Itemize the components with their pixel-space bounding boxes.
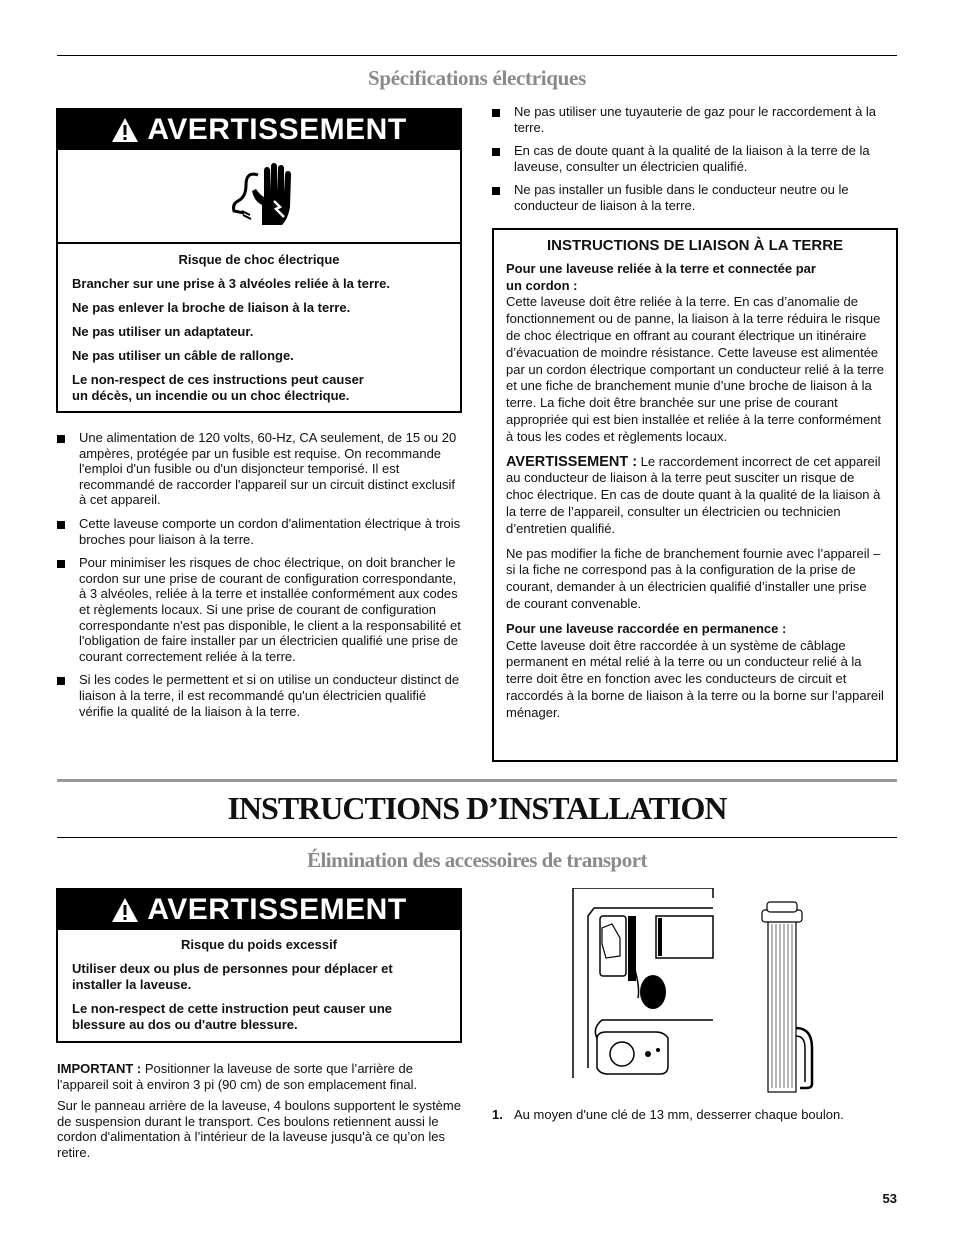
grounding-permanent-heading: Pour une laveuse raccordée en permanence : <box>506 620 787 636</box>
list-item: En cas de doute quant à la qualité de la liaison à la terre de la laveuse, consulter un électricien qualifié. <box>492 143 897 174</box>
warning-header <box>58 890 460 930</box>
list-item: Une alimentation de 120 volts, 60-Hz, CA seulement, de 15 ou 20 ampères, protégée par un fusible est requise. On recommande l'emploi d'un fusible ou d'un disjoncteur temporisé. Il est recommandé de raccorder l'appareil sur un circuit distinct exclusif à cet appareil. <box>57 430 462 508</box>
warning-triangle-icon <box>111 897 139 923</box>
warning-box-weight <box>56 888 462 1043</box>
section-title-transport: Élimination des accessoires de transport <box>306 848 648 872</box>
grounding-permanent-text: Cette laveuse doit être raccordée à un système de câblage permanent en métal relié à la terre ou un conducteur relié à la terre doit être en fonction avec les conducteurs de circuit et raccordés à la borne de liaison à la terre ou la borne sur l’appareil ménager. <box>506 637 884 720</box>
grounding-instructions-box <box>492 228 898 762</box>
left-bullet-list <box>57 430 462 727</box>
warning-header-label: AVERTISSEMENT <box>147 893 407 926</box>
grounding-warning-text: Le raccordement incorrect de cet appareil au conducteur de liaison à la terre peut susciter un risque de choc électrique. En cas de doute quant à la qualité de la liaison à la terre de l’appareil, consulter un électricien ou technicien d’entretien qualifié. <box>506 453 881 536</box>
warning-triangle-icon <box>111 117 139 143</box>
list-item: Ne pas installer un fusible dans le conducteur neutre ou le conducteur de liaison à la terre. <box>492 182 897 213</box>
grounding-modify-text: Ne pas modifier la fiche de branchement fournie avec l’appareil – si la fiche ne correspond pas à la configuration de la prise de courant, demander à un électricien qualifié d’installer une prise de courant convenable. <box>506 545 881 611</box>
section-title-electrical: Spécifications électriques <box>368 66 586 90</box>
page-number: 53 <box>882 1191 897 1206</box>
important-paragraph: IMPORTANT : Positionner la laveuse de sorte que l’arrière de l'appareil soit à environ 3 pi (90 cm) de son emplacement final. <box>57 1061 418 1092</box>
warning-line: Ne pas enlever la broche de liaison à la terre. <box>72 300 351 315</box>
rear-panel-paragraph: Sur le panneau arrière de la laveuse, 4 boulons supportent le système de suspension durant le transport. Ces boulons retiennent aussi le cordon d'alimentation à l’intérieur de la laveuse jusqu'à ce qu’on les retire. <box>57 1098 461 1160</box>
warning-consequence: Le non-respect de cette instruction peut causer une blessure au dos ou d'autre blessure. <box>72 1001 393 1032</box>
step-number: 1. <box>492 1107 503 1122</box>
step-1 <box>492 1107 897 1123</box>
list-item: Si les codes le permettent et si on utilise un conducteur distinct de liaison à la terre, il est recommandé qu'un électricien qualifié vérifie la qualité de la liaison à la terre. <box>57 672 462 719</box>
warning-consequence: Le non-respect de ces instructions peut causer un décès, un incendie ou un choc électrique. <box>72 372 364 403</box>
warning-header-label: AVERTISSEMENT <box>147 113 407 146</box>
grounding-corded-heading: Pour une laveuse reliée à la terre et connectée par un cordon : <box>506 260 816 293</box>
list-item: Cette laveuse comporte un cordon d'alimentation électrique à trois broches pour liaison à la terre. <box>57 516 462 547</box>
top-rule <box>57 55 897 56</box>
electric-shock-hand-icon <box>224 161 294 231</box>
important-label: IMPORTANT : <box>57 1061 142 1076</box>
shock-hazard-area <box>58 150 460 244</box>
main-title: INSTRUCTIONS D’INSTALLATION <box>227 790 727 826</box>
warning-box-electrical <box>56 108 462 413</box>
grounding-title: INSTRUCTIONS DE LIAISON À LA TERRE <box>546 237 844 254</box>
warning-line: Ne pas utiliser un adaptateur. <box>72 324 254 339</box>
warning-line: Brancher sur une prise à 3 alvéoles reliée à la terre. <box>72 276 390 291</box>
step-text: Au moyen d'une clé de 13 mm, desserrer chaque boulon. <box>514 1107 844 1122</box>
warning-risk-text: Risque du poids excessif <box>180 937 338 952</box>
washer-rear-illustration <box>540 888 840 1098</box>
right-bullet-list <box>492 104 897 222</box>
grounding-warning-label: AVERTISSEMENT : <box>506 453 638 470</box>
title-rule <box>57 837 897 838</box>
list-item: Ne pas utiliser une tuyauterie de gaz pour le raccordement à la terre. <box>492 104 897 135</box>
grounding-corded-text: Cette laveuse doit être reliée à la terre. En cas d’anomalie de fonctionnement ou de panne, la liaison à la terre réduira le risque de choc électrique en offrant au courant électrique un itinéraire d’évacuation de moindre résistance. Cette laveuse est alimentée par un cordon électrique comportant un conducteur relié à la terre et une fiche de branchement munie d’une broche de liaison à la terre. La fiche doit être branchée sur une prise de courant appropriée qui est bien installée et reliée à la terre conformément à tous les codes et règlements locaux. <box>506 294 884 444</box>
warning-line: Ne pas utiliser un câble de rallonge. <box>72 348 294 363</box>
warning-header <box>58 110 460 150</box>
grounding-warning <box>506 454 884 538</box>
important-text-block <box>57 1061 462 1167</box>
list-item: Pour minimiser les risques de choc électrique, on doit brancher le cordon sur une prise de courant de configuration correspondante, à 3 alvéoles, reliée à la terre et installée conformément aux codes et règlements locaux. Si une prise de courant de configuration correspondante n'est pas disponible, le client a la responsabilité et l'obligation de faire installer par un électricien qualifié une prise de courant correctement reliée à la terre. <box>57 555 462 664</box>
warning-line: Utiliser deux ou plus de personnes pour déplacer et installer la laveuse. <box>72 961 393 992</box>
warning-risk-text: Risque de choc électrique <box>178 252 340 267</box>
section-divider <box>57 779 897 782</box>
